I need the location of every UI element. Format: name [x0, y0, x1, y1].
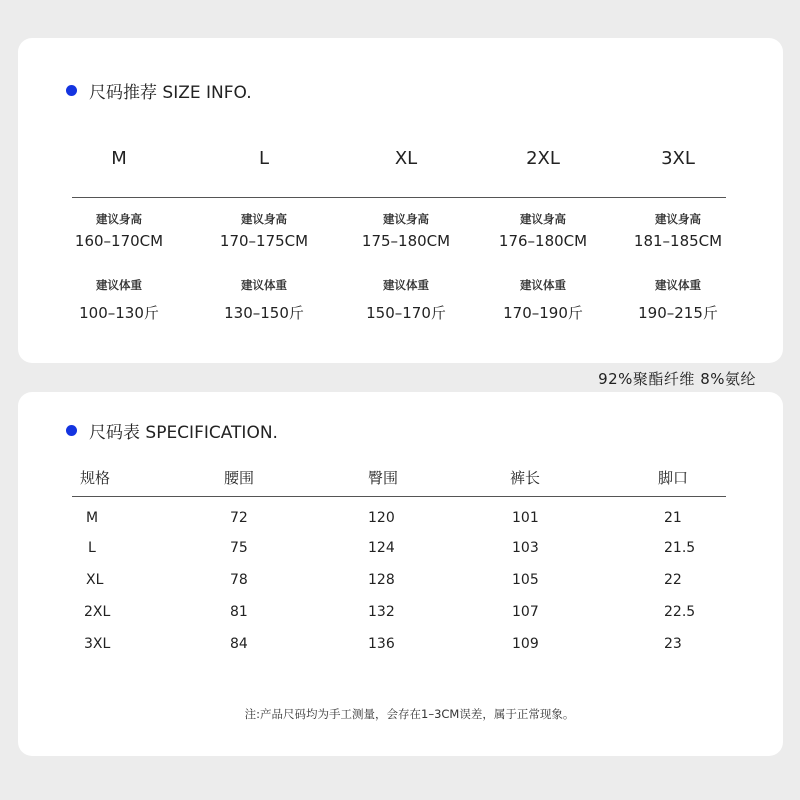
table-cell: 3XL	[84, 636, 111, 652]
table-cell: 21	[664, 510, 682, 526]
weight-value-m: 100–130斤	[79, 304, 159, 322]
weight-value-3xl: 190–215斤	[638, 304, 718, 322]
header-length: 裤长	[510, 469, 541, 487]
height-value-xl: 175–180CM	[361, 232, 451, 250]
table-cell: 103	[512, 540, 539, 556]
bullet-dot-icon	[66, 425, 77, 436]
table-cell: 21.5	[664, 540, 696, 556]
table-cell: 109	[512, 636, 539, 652]
table-cell: 78	[230, 572, 248, 588]
size-label-3xl: 3XL	[661, 148, 695, 169]
table-cell: 22.5	[664, 604, 696, 620]
table-cell: 23	[664, 636, 682, 652]
size-info-heading	[66, 78, 252, 103]
height-label: 建议身高	[241, 212, 287, 226]
header-waist: 腰围	[224, 469, 255, 487]
table-cell: 81	[230, 604, 248, 620]
size-info-divider	[72, 197, 726, 198]
weight-value-l: 130–150斤	[224, 304, 304, 322]
table-cell: 84	[230, 636, 248, 652]
height-value-l: 170–175CM	[219, 232, 309, 250]
weight-label: 建议体重	[241, 278, 287, 292]
measurement-note: 注:产品尺码均为手工测量，会存在1–3CM误差，属于正常现象。	[244, 707, 575, 721]
weight-label: 建议体重	[96, 278, 142, 292]
table-cell: 2XL	[84, 604, 111, 620]
table-cell: 124	[368, 540, 395, 556]
table-cell: 22	[664, 572, 682, 588]
height-value-m: 160–170CM	[74, 232, 164, 250]
table-cell: 120	[368, 510, 395, 526]
height-value-3xl: 181–185CM	[633, 232, 723, 250]
table-cell: 101	[512, 510, 539, 526]
fabric-composition: 92%聚酯纤维 8%氨纶	[598, 370, 756, 388]
size-info-card	[18, 38, 783, 363]
table-cell: 136	[368, 636, 395, 652]
size-label-xl: XL	[394, 148, 418, 169]
specification-heading	[66, 418, 278, 443]
table-cell: 128	[368, 572, 395, 588]
size-info-title: 尺码推荐 SIZE INFO.	[89, 83, 252, 103]
weight-value-xl: 150–170斤	[366, 304, 446, 322]
table-cell: 75	[230, 540, 248, 556]
table-cell: 72	[230, 510, 248, 526]
height-label: 建议身高	[655, 212, 701, 226]
header-hip: 臀围	[368, 469, 399, 487]
size-label-m: M	[111, 148, 127, 169]
weight-label: 建议体重	[655, 278, 701, 292]
header-size: 规格	[80, 469, 111, 487]
weight-label: 建议体重	[520, 278, 566, 292]
specification-title: 尺码表 SPECIFICATION.	[89, 423, 278, 443]
table-cell: L	[88, 540, 96, 556]
size-label-l: L	[258, 148, 270, 169]
table-cell: M	[86, 510, 99, 526]
height-value-2xl: 176–180CM	[498, 232, 588, 250]
table-cell: 107	[512, 604, 539, 620]
height-label: 建议身高	[96, 212, 142, 226]
weight-label: 建议体重	[383, 278, 429, 292]
height-label: 建议身高	[383, 212, 429, 226]
table-cell: XL	[86, 572, 104, 588]
header-hem: 脚口	[658, 469, 689, 487]
height-label: 建议身高	[520, 212, 566, 226]
specification-divider	[72, 496, 726, 497]
bullet-dot-icon	[66, 85, 77, 96]
table-cell: 105	[512, 572, 539, 588]
size-label-2xl: 2XL	[526, 148, 560, 169]
specification-card	[18, 392, 783, 756]
weight-value-2xl: 170–190斤	[503, 304, 583, 322]
table-cell: 132	[368, 604, 395, 620]
